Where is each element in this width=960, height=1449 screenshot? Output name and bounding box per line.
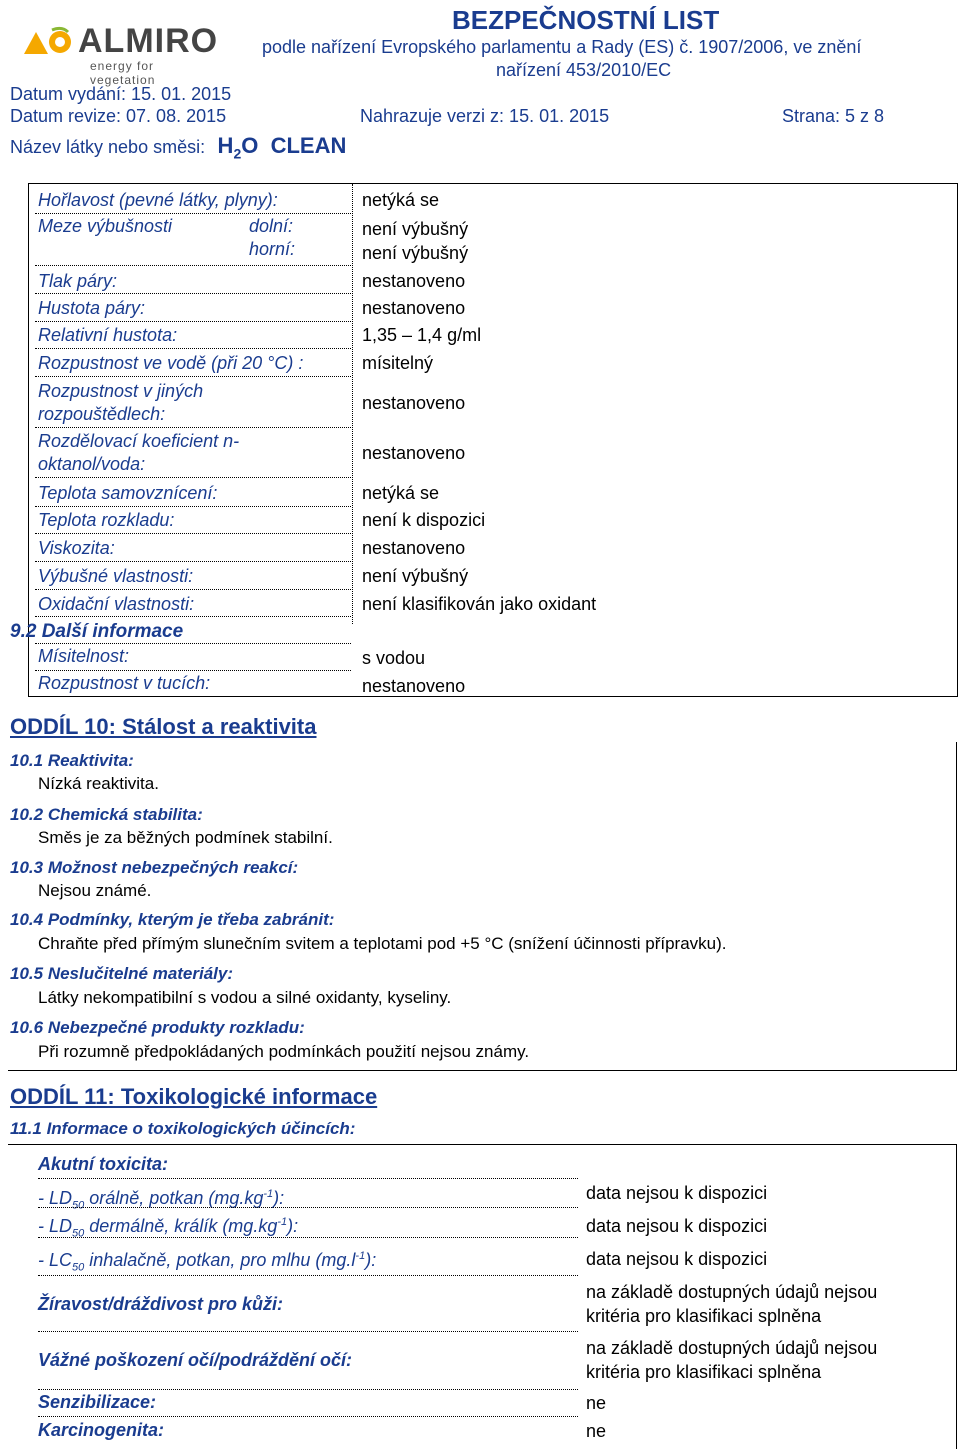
property-value: netýká se bbox=[362, 190, 440, 210]
property-value: netýká se bbox=[362, 483, 440, 503]
property-label: Teplota samovznícení: bbox=[38, 483, 218, 503]
further-info-value: s vodou bbox=[362, 648, 426, 668]
logo-tagline: energy for vegetation bbox=[90, 59, 156, 87]
property-label: Viskozita: bbox=[38, 538, 115, 558]
toxicity-row-label: - $LD_{50}$ dermálně, králík $(mg.kg^{-1})$: bbox=[38, 1216, 299, 1240]
property-sublabel: dolní: bbox=[249, 216, 294, 236]
property-label: Rozpustnost v jiných bbox=[38, 381, 204, 401]
substance-name-label: Název látky nebo směsi: bbox=[10, 137, 206, 157]
property-label: Výbušné vlastnosti: bbox=[38, 566, 194, 586]
property-sublabel: horní: bbox=[249, 239, 296, 259]
section-11-1-heading: 11.1 Informace o toxikologických účincích: bbox=[10, 1119, 356, 1138]
toxicity-row-value: data nejsou k dispozici bbox=[586, 1216, 768, 1236]
property-label: Meze výbušnosti bbox=[38, 216, 173, 236]
section-10-4-text: Chraňte před přímým slunečním svitem a teplotami pod +5 °C (snížení účinnosti přípravku). bbox=[38, 934, 727, 953]
document-subtitle-1: podle nařízení Evropského parlamentu a Rady (ES) č. 1907/2006, ve znění bbox=[262, 37, 862, 57]
document-title: BEZPEČNOSTNÍ LIST bbox=[452, 5, 720, 35]
skin-corrosion-label: Žíravost/dráždivost pro kůži: bbox=[38, 1294, 284, 1314]
property-label: Hustota páry: bbox=[38, 298, 146, 318]
issue-date: Datum vydání: 15. 01. 2015 bbox=[10, 84, 232, 104]
property-label: Rozpustnost ve vodě (při 20 °C) : bbox=[38, 353, 304, 373]
sensitization-label: Senzibilizace: bbox=[38, 1392, 157, 1412]
toxicity-row-value: data nejsou k dispozici bbox=[586, 1249, 768, 1269]
property-label: Teplota rozkladu: bbox=[38, 510, 175, 530]
property-label: Oxidační vlastnosti: bbox=[38, 594, 195, 614]
page-number: Strana: 5 z 8 bbox=[782, 106, 885, 126]
section-10-5-text: Látky nekompatibilní s vodou a silné oxidanty, kyseliny. bbox=[38, 988, 452, 1007]
almiro-logo-icon bbox=[22, 26, 74, 56]
section-11-title: ODDÍL 11: Toxikologické informace bbox=[10, 1084, 378, 1109]
property-value: nestanoveno bbox=[362, 538, 466, 558]
further-info-heading: 9.2 Další informace bbox=[10, 621, 184, 642]
further-info-value: nestanoveno bbox=[362, 676, 466, 696]
property-value: není výbušný bbox=[362, 243, 469, 263]
section-10-1-heading: 10.1 Reaktivita: bbox=[10, 751, 134, 770]
eye-damage-label: Vážné poškození očí/podráždění očí: bbox=[38, 1350, 353, 1370]
property-value: není výbušný bbox=[362, 219, 469, 239]
skin-corrosion-value: na základě dostupných údajů nejsou bbox=[586, 1282, 878, 1302]
property-value: mísitelný bbox=[362, 353, 434, 373]
replaces-version: Nahrazuje verzi z: 15. 01. 2015 bbox=[360, 106, 610, 126]
section-10-6-text: Při rozumně předpokládaných podmínkách použití nejsou známy. bbox=[38, 1042, 530, 1061]
section-10-3-heading: 10.3 Možnost nebezpečných reakcí: bbox=[10, 858, 299, 877]
further-info-label: Mísitelnost: bbox=[38, 646, 130, 666]
property-label: Rozdělovací koeficient n- bbox=[38, 431, 240, 451]
section-10-1-text: Nízká reaktivita. bbox=[38, 774, 159, 793]
property-value: nestanoveno bbox=[362, 271, 466, 291]
toxicity-row-label: - $LD_{50}$ orálně, potkan $(mg.kg^{-1})$: bbox=[38, 1188, 285, 1212]
toxicity-row-value: data nejsou k dispozici bbox=[586, 1183, 768, 1203]
substance-name bbox=[10, 133, 346, 161]
property-value: není k dispozici bbox=[362, 510, 486, 530]
logo-text: ALMIRO bbox=[78, 22, 219, 60]
acute-toxicity-label: Akutní toxicita: bbox=[38, 1154, 169, 1174]
section-10-5-heading: 10.5 Neslučitelné materiály: bbox=[10, 964, 234, 983]
substance-name-value: $H_2O$ CLEAN bbox=[217, 133, 347, 162]
further-info-label: Rozpustnost v tucích: bbox=[38, 673, 211, 693]
section-10-4-heading: 10.4 Podmínky, kterým je třeba zabránit: bbox=[10, 910, 335, 929]
company-logo bbox=[22, 22, 219, 87]
carcinogenicity-label: Karcinogenita: bbox=[38, 1420, 165, 1440]
property-label: Relativní hustota: bbox=[38, 325, 178, 345]
section-10-3-text: Nejsou známé. bbox=[38, 881, 152, 900]
sensitization-value: ne bbox=[586, 1393, 607, 1413]
property-value: nestanoveno bbox=[362, 298, 466, 318]
section-10-2-heading: 10.2 Chemická stabilita: bbox=[10, 805, 203, 824]
property-label: Hořlavost (pevné látky, plyny): bbox=[38, 190, 278, 210]
property-value: 1,35 – 1,4 g/ml bbox=[362, 325, 482, 345]
revision-date: Datum revize: 07. 08. 2015 bbox=[10, 106, 227, 126]
eye-damage-value: na základě dostupných údajů nejsou bbox=[586, 1338, 878, 1358]
property-value: není výbušný bbox=[362, 566, 469, 586]
toxicity-row-label: - $LC_{50}$ inhalačně, potkan, pro mlhu $(mg.l^{-1})$: bbox=[38, 1250, 377, 1274]
property-value: není klasifikován jako oxidant bbox=[362, 594, 597, 614]
carcinogenicity-value: ne bbox=[586, 1421, 607, 1441]
eye-damage-value: kritéria pro klasifikaci splněna bbox=[586, 1362, 822, 1382]
section-10-2-text: Směs je za běžných podmínek stabilní. bbox=[38, 828, 333, 847]
property-label: Tlak páry: bbox=[38, 271, 118, 291]
property-label: oktanol/voda: bbox=[38, 454, 146, 474]
column-divider bbox=[352, 184, 353, 624]
property-label: rozpouštědlech: bbox=[38, 404, 166, 424]
section-10-title: ODDÍL 10: Stálost a reaktivita bbox=[10, 714, 317, 739]
skin-corrosion-value: kritéria pro klasifikaci splněna bbox=[586, 1306, 822, 1326]
property-value: nestanoveno bbox=[362, 393, 466, 413]
property-value: nestanoveno bbox=[362, 443, 466, 463]
document-subtitle-2: nařízení 453/2010/EC bbox=[496, 60, 672, 80]
section-10-6-heading: 10.6 Nebezpečné produkty rozkladu: bbox=[10, 1018, 305, 1037]
